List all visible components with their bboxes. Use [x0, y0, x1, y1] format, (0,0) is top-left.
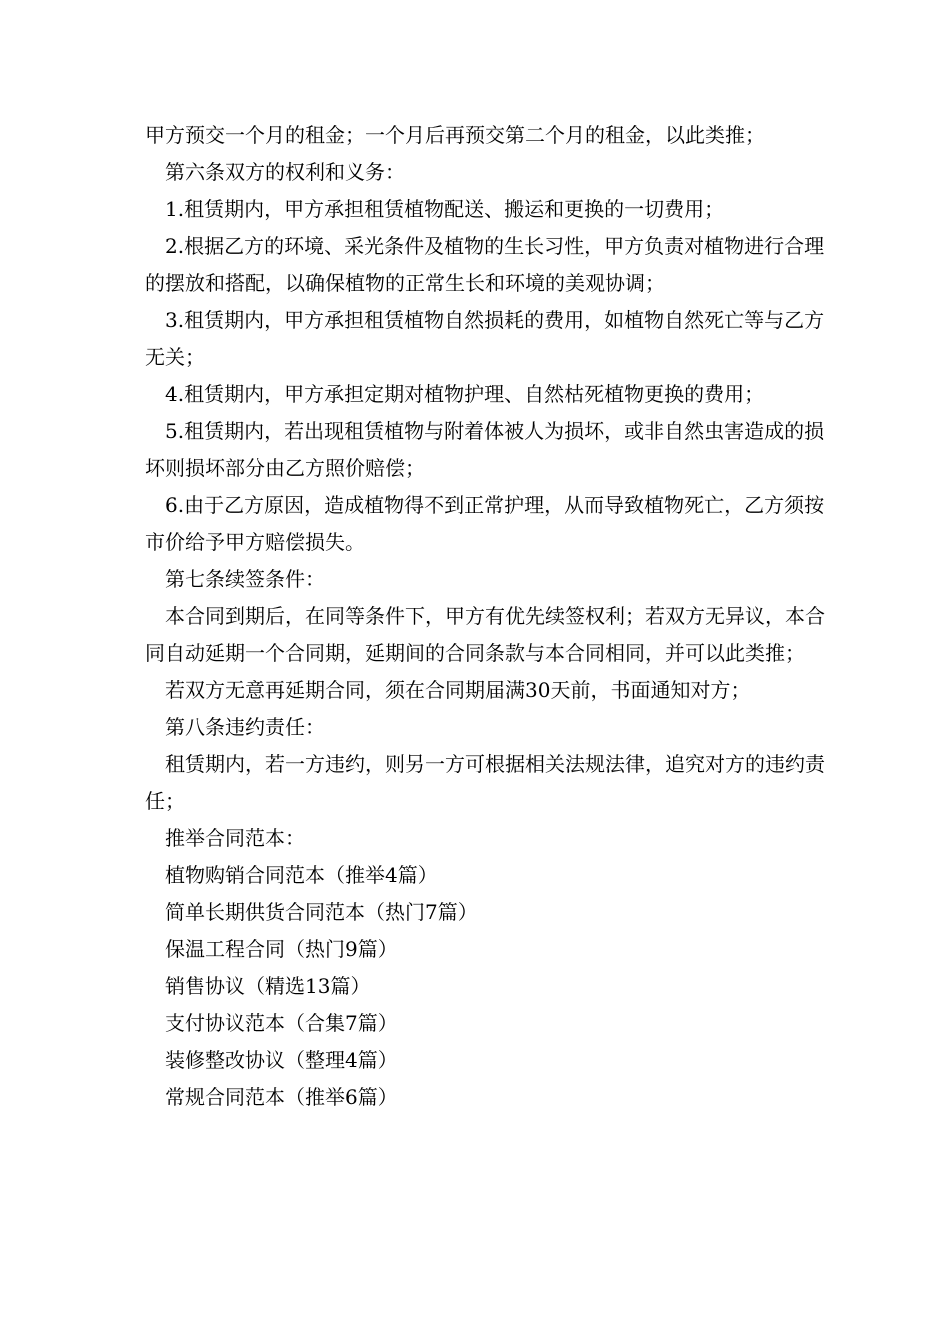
document-body	[145, 117, 825, 1116]
heading-article-8: 第八条违约责任：	[165, 715, 325, 739]
clause-7-renewal: 本合同到期后，在同等条件下，甲方有优先续签权利；若双方无异议，本合同自动延期一个合同期，延期间的合同条款与本合同相同，并可以此类推；	[145, 604, 825, 665]
clause-7-notice: 若双方无意再延期合同，须在合同期届满30天前，书面通知对方；	[165, 678, 751, 702]
recommended-item: 植物购销合同范本（推举4篇）	[165, 863, 438, 887]
clause-6-1: 1.租赁期内，甲方承担租赁植物配送、搬运和更换的一切费用；	[165, 197, 725, 221]
heading-article-7: 第七条续签条件：	[165, 567, 325, 591]
clause-6-6: 6.由于乙方原因，造成植物得不到正常护理，从而导致植物死亡，乙方须按市价给予甲方赔偿损失。	[145, 493, 825, 554]
recommended-item: 常规合同范本（推举6篇）	[165, 1085, 398, 1109]
clause-6-5: 5.租赁期内，若出现租赁植物与附着体被人为损坏，或非自然虫害造成的损坏则损坏部分由乙方照价赔偿；	[145, 419, 825, 480]
recommended-item: 简单长期供货合同范本（热门7篇）	[165, 900, 478, 924]
clause-6-3: 3.租赁期内，甲方承担租赁植物自然损耗的费用，如植物自然死亡等与乙方无关；	[145, 308, 825, 369]
clause-6-2: 2.根据乙方的环境、采光条件及植物的生长习性，甲方负责对植物进行合理的摆放和搭配，以确保植物的正常生长和环境的美观协调；	[145, 234, 825, 295]
clause-6-4: 4.租赁期内，甲方承担定期对植物护理、自然枯死植物更换的费用；	[165, 382, 765, 406]
recommended-heading: 推举合同范本：	[165, 826, 305, 850]
recommended-item: 保温工程合同（热门9篇）	[165, 937, 398, 961]
recommended-item: 装修整改协议（整理4篇）	[165, 1048, 398, 1072]
recommended-item: 支付协议范本（合集7篇）	[165, 1011, 398, 1035]
paragraph-prepayment: 甲方预交一个月的租金；一个月后再预交第二个月的租金，以此类推；	[145, 123, 765, 147]
recommended-item: 销售协议（精选13篇）	[165, 974, 371, 998]
heading-article-6: 第六条双方的权利和义务：	[165, 160, 405, 184]
clause-8-liability: 租赁期内，若一方违约，则另一方可根据相关法规法律，追究对方的违约责任；	[145, 752, 825, 813]
